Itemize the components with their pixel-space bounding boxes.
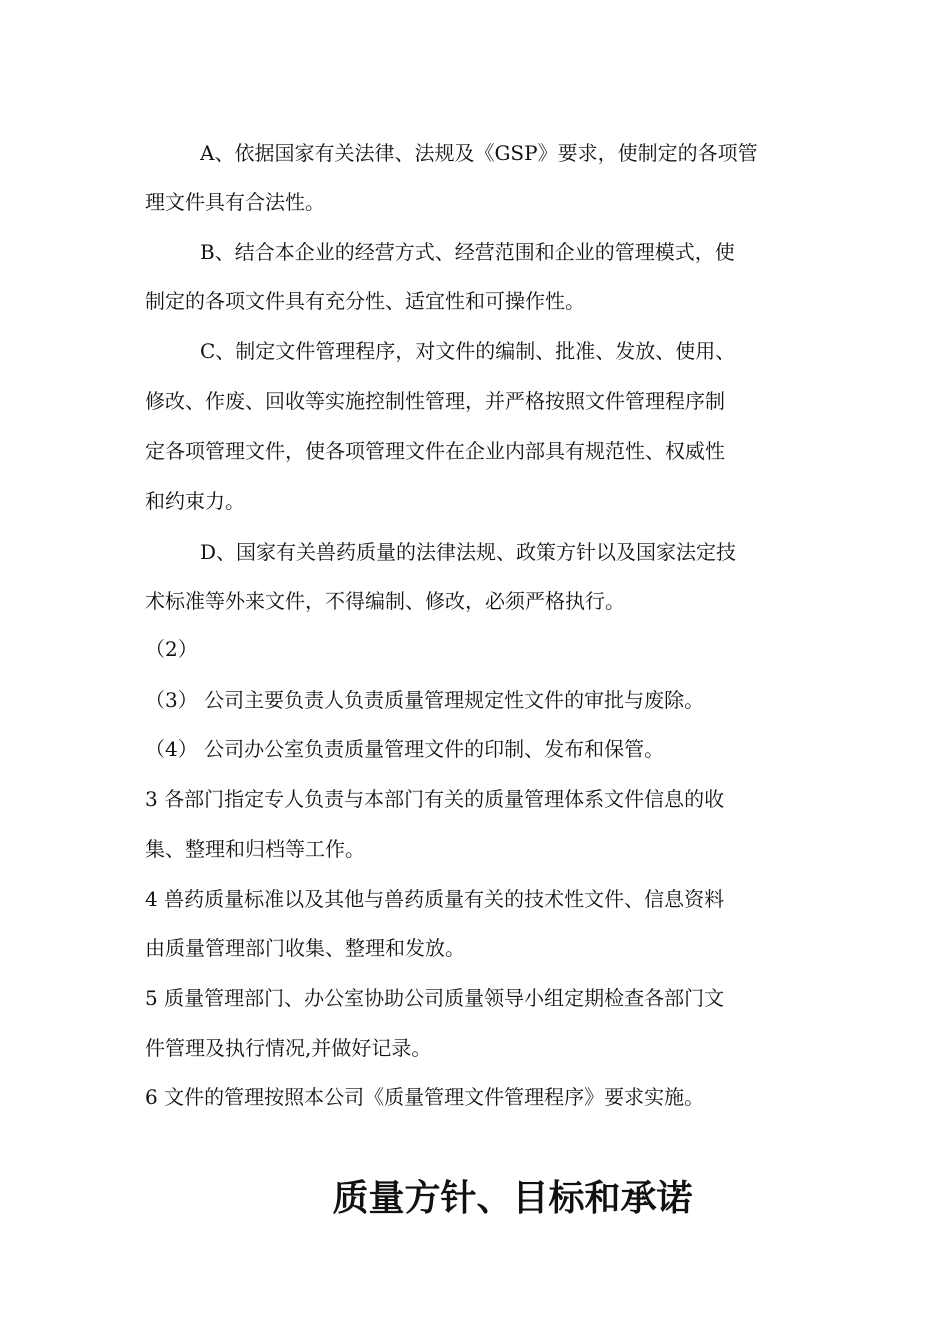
paragraph-d-line-2: 术标准等外来文件，不得编制、修改，必须严格执行。 [145, 589, 625, 613]
paragraph-c-line-2: 修改、作废、回收等实施控制性管理，并严格按照文件管理程序制 [145, 389, 725, 413]
item-4: （4） 公司办公室负责质量管理文件的印制、发布和保管。 [145, 737, 665, 761]
paragraph-c-line-4: 和约束力。 [145, 489, 245, 513]
clause-3-line-2: 集、整理和归档等工作。 [145, 837, 365, 861]
clause-4-line-1: 4 兽药质量标准以及其他与兽药质量有关的技术性文件、信息资料 [145, 887, 725, 911]
item-2: （2） [145, 637, 198, 661]
clause-5-line-1: 5 质量管理部门、办公室协助公司质量领导小组定期检查各部门文 [145, 986, 725, 1010]
paragraph-b-line-1: B、结合本企业的经营方式、经营范围和企业的管理模式，使 [200, 240, 735, 264]
item-3: （3） 公司主要负责人负责质量管理规定性文件的审批与废除。 [145, 688, 705, 712]
paragraph-c-line-3: 定各项管理文件，使各项管理文件在企业内部具有规范性、权威性 [145, 439, 725, 463]
paragraph-b-line-2: 制定的各项文件具有充分性、适宜性和可操作性。 [145, 289, 585, 313]
paragraph-a-line-2: 理文件具有合法性。 [145, 190, 325, 214]
paragraph-a-line-1: A、依据国家有关法律、法规及《GSP》要求，使制定的各项管 [200, 141, 758, 165]
clause-6: 6 文件的管理按照本公司《质量管理文件管理程序》要求实施。 [145, 1085, 705, 1109]
paragraph-d-line-1: D、国家有关兽药质量的法律法规、政策方针以及国家法定技 [200, 540, 737, 564]
paragraph-c-line-1: C、制定文件管理程序，对文件的编制、批准、发放、使用、 [200, 339, 736, 363]
clause-3-line-1: 3 各部门指定专人负责与本部门有关的质量管理体系文件信息的收 [145, 787, 725, 811]
clause-4-line-2: 由质量管理部门收集、整理和发放。 [145, 936, 465, 960]
section-title: 质量方针、目标和承诺 [332, 1177, 693, 1219]
clause-5-line-2: 件管理及执行情况,并做好记录。 [145, 1036, 432, 1060]
